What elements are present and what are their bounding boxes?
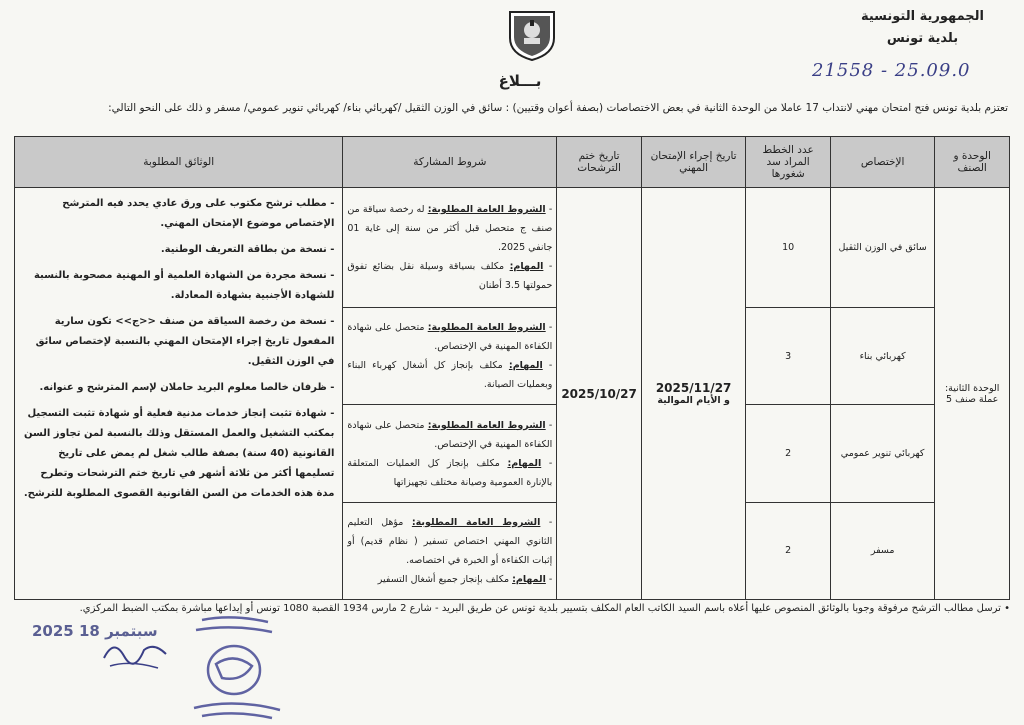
conditions-cell: - الشروط العامة المطلوبة: متحصل على شهادة الكفاءة المهنية في الإختصاص. - المهام: مكلف بإنجاز كل العمليات المتعلقة بالإنارة العمومية وصيانة مختلف تجهيزاتها (343, 405, 557, 502)
documents-cell (15, 188, 343, 600)
header-close-date: تاريخ ختم الترشحات (557, 137, 642, 188)
municipality-logo (506, 6, 558, 62)
header-specialty: الإختصاص (830, 137, 934, 188)
tasks-text: مكلف بسياقة وسيلة نقل بضائع تفوق حمولتها 3.5 أطنان (347, 261, 553, 292)
conditions-cell: - الشروط العامة المطلوبة: مؤهل التعليم الثانوي المهني اختصاص تسفير ( نظام قديم) أو إثبات الكفاءة أو الخبرة في اختصاصه. - المهام: مكلف بإنجاز جميع أشغال التسفير (343, 502, 557, 599)
count-cell: 2 (746, 502, 831, 599)
specialty-cell: مسفر (830, 502, 934, 599)
conditions-cell: - الشروط العامة المطلوبة: متحصل على شهادة الكفاءة المهنية في الإختصاص. - المهام: مكلف بإنجاز كل أشغال كهرباء البناء وبعمليات الصيانة. (343, 308, 557, 405)
exam-date-suffix: و الأيام الموالية (657, 395, 730, 406)
tasks-text: مكلف بإنجاز كل أشغال كهرباء البناء وبعمليات الصيانة. (347, 360, 553, 391)
footer-note: • ترسل مطالب الترشح مرفوقة وجوبا بالوثائق المنصوص عليها أعلاه باسم السيد الكاتب العام المكلف بتسيير بلدية تونس عن طريق البريد - شارع 2 مارس 1934 القصبة 1080 تونس أو إيداعها مباشرة بمكتب الضبط المركزي. (79, 603, 1010, 614)
general-label: الشروط العامة المطلوبة: (427, 204, 546, 216)
intro-paragraph: تعتزم بلدية تونس فتح امتحان مهني لانتداب 17 عاملا من الوحدة الثانية في بعض الاختصاصات (بصفة أعوان وقتيين) : سائق في الوزن الثقيل /كهربائي بناء/ كهربائي تنوير عمومي/ مسفر و ذلك على النحو التالي: (108, 102, 1008, 114)
exam-date: 2025/11/27 (655, 381, 732, 395)
tasks-text: مكلف بإنجاز جميع أشغال التسفير (377, 573, 510, 585)
general-text: مؤهل التعليم الثانوي المهني اختصاص تسفير ( نظام قديم) أو إثبات الكفاءة أو الخبرة في اختصاصه. (347, 516, 553, 566)
count-cell: 10 (746, 188, 831, 308)
municipality-name: بلدية تونس (886, 31, 959, 46)
tasks-label: المهام: (507, 457, 542, 469)
tasks-text: مكلف بإنجاز كل العمليات المتعلقة بالإنارة العمومية وصيانة مختلف تجهيزاتها (347, 457, 553, 488)
general-text: له رخصة سياقة من صنف ج متحصل قبل أكثر من سنة إلى غاية 01 جانفي 2025. (347, 204, 553, 254)
general-text: متحصل على شهادة الكفاءة المهنية في الإختصاص. (347, 322, 553, 353)
exam-date-cell (641, 188, 745, 600)
table-header-row (15, 137, 1010, 188)
header-exam-date: تاريخ إجراء الإمتحان المهني (641, 137, 745, 188)
general-label: الشروط العامة المطلوبة: (427, 322, 546, 334)
conditions-cell: - الشروط العامة المطلوبة: له رخصة سياقة من صنف ج متحصل قبل أكثر من سنة إلى غاية 01 جانفي 2025. - المهام: مكلف بسياقة وسيلة نقل بضائع تفوق حمولتها 3.5 أطنان (343, 188, 557, 308)
table-row (15, 188, 1010, 308)
header-documents: الوثائق المطلوبة (15, 137, 343, 188)
document-item: - نسخة مجردة من الشهادة العلمية أو المهنية مصحوبة بالنسبة للشهادة الأجنبية بشهادة المعادلة. (33, 270, 335, 301)
document-item: - نسخة من بطاقة التعريف الوطنية. (160, 244, 335, 255)
general-text: متحصل على شهادة الكفاءة المهنية في الإختصاص. (347, 419, 553, 450)
signature-icon (100, 628, 170, 678)
tasks-label: المهام: (508, 360, 543, 372)
general-label: الشروط العامة المطلوبة: (411, 516, 541, 528)
specialty-cell: سائق في الوزن الثقيل (830, 188, 934, 308)
specialty-cell: كهربائي تنوير عمومي (830, 405, 934, 502)
date-stamp: 2025 سبتمبر 18 (32, 622, 158, 640)
handwritten-reference-number: 21558 - 25.09.0 (812, 60, 971, 81)
recruitment-table (14, 136, 1010, 600)
count-cell: 2 (746, 405, 831, 502)
document-item: - ظرفان خالصا معلوم البريد حاملان لإسم المترشح و عنوانه. (39, 382, 335, 393)
close-date-cell: 2025/10/27 (557, 188, 642, 600)
unit-cell: الوحدة الثانية: عملة صنف 5 (935, 188, 1010, 600)
tasks-label: المهام: (512, 573, 546, 585)
country-name: الجمهورية التونسية (860, 9, 984, 24)
document-item: - مطلب ترشح مكتوب على ورق عادي يحدد فيه المترشح الإختصاص موضوع الإمتحان المهني. (62, 198, 335, 229)
general-label: الشروط العامة المطلوبة: (427, 419, 546, 431)
document-item: - نسخة من رخصة السياقة من صنف <<ج>> تكون سارية المفعول تاريخ إجراء الإمتحان المهني بالنسبة لإختصاص سائق في الوزن الثقيل. (35, 316, 335, 367)
letterhead (861, 6, 984, 50)
count-cell: 3 (746, 308, 831, 405)
header-unit: الوحدة و الصنف (935, 137, 1010, 188)
header-count: عدد الخطط المراد سد شغورها (746, 137, 831, 188)
tasks-label: المهام: (509, 261, 544, 273)
official-stamp-icon (172, 612, 300, 722)
document-item: - شهادة تثبت إنجاز خدمات مدنية فعلية أو شهادة تثبت التسجيل بمكتب التشغيل والعمل المستقل وذلك بالنسبة لمن تجاوز السن القانونية (40 سنة) بصفة طالب شغل لم يمض على تاريخ تسليمها أكثر من ثلاثة أشهر في تاريخ ختم الترشحات وتطرح مدة هذه الخدمات من السن القانونية القصوى المطلوبة للترشح. (23, 408, 335, 499)
specialty-cell: كهربائي بناء (830, 308, 934, 405)
page-title: بـــلاغ (498, 72, 542, 90)
header-conditions: شروط المشاركة (343, 137, 557, 188)
